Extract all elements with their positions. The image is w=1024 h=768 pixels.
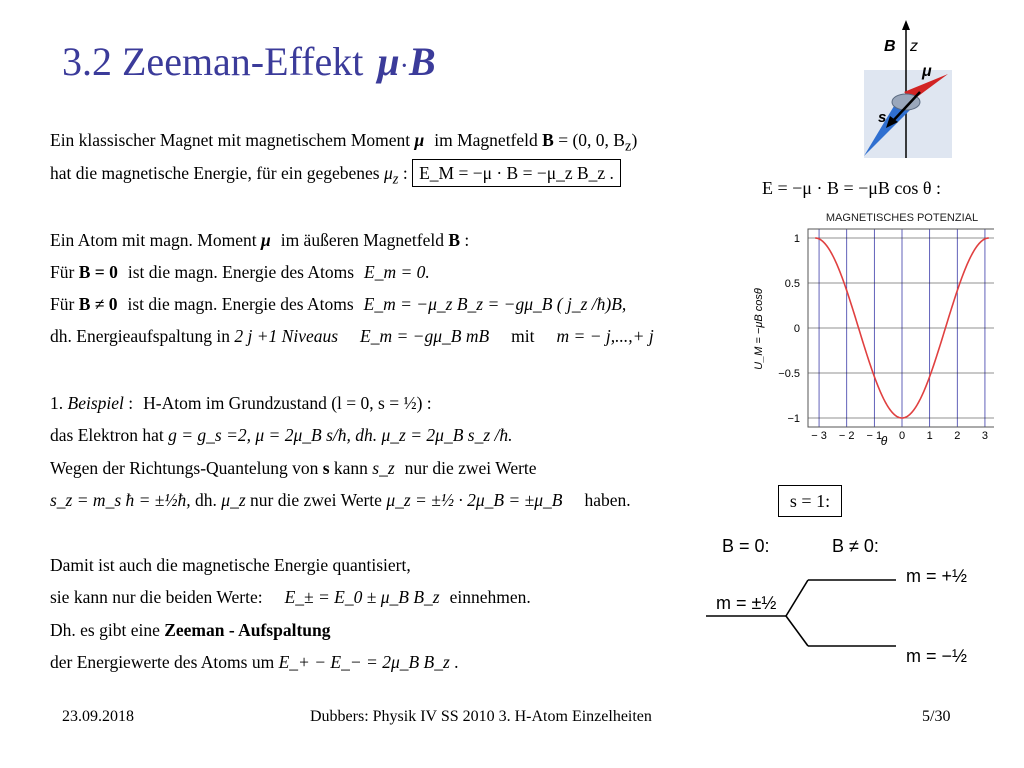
y-tick-label: −1 (787, 413, 800, 425)
p2-line1: Ein Atom mit magn. Moment μ im äußeren Magnetfeld B : (50, 230, 470, 250)
x-tick-label: 3 (981, 430, 989, 442)
level-diagram-lines (700, 570, 900, 650)
title-text: 3.2 Zeeman-Effekt (62, 39, 364, 84)
z-label: z (910, 38, 918, 55)
x-axis-label: θ (880, 434, 888, 448)
p2-line2: Für B = 0 ist die magn. Energie des Atoms E_m = 0. (50, 262, 430, 282)
m-pm-label: m = ±½ (716, 593, 777, 613)
b-label: B (884, 38, 896, 55)
p2-line3: Für B ≠ 0 ist die magn. Energie des Atoms E_m = −μ_z B_z = −gμ_B ( j_z /ħ)B, (50, 294, 627, 314)
chart-title: MAGNETISCHES POTENZIAL (825, 212, 979, 224)
level-branch-down (786, 616, 808, 646)
p3-line4: s_z = m_s ħ = ±½ħ, dh. μ_z nur die zwei Werte μ_z = ±½ · 2μ_B = ±μ_B haben. (50, 490, 631, 510)
x-tick-label: 1 (926, 430, 933, 442)
p4-line2: sie kann nur die beiden Werte: E_± = E_0 ± μ_B B_z einnehmen. (50, 587, 531, 607)
title-mu: μ (377, 39, 400, 84)
p2-line4: dh. Energieaufspaltung in 2 j +1 Niveaus E_m = −gμ_B mB mit m = − j,...,+ j (50, 326, 654, 346)
p1-line2: hat die magnetische Energie, für ein gegebenes $\mu_z$ : E_M = −μ · B = −μ_z B_z . (50, 163, 621, 189)
x-tick-label: − 2 (838, 430, 855, 442)
s-label: s (878, 109, 887, 126)
potential-chart (748, 205, 994, 455)
p1-line1: Ein klassischer Magnet mit magnetischem Moment μ im Magnetfeld B = (0, 0, $B_z$) (50, 130, 638, 155)
y-tick-label: −0.5 (778, 368, 800, 380)
spin-box: s = 1: (778, 485, 842, 517)
y-tick-label: 0 (793, 323, 800, 335)
title-b: B (408, 39, 436, 84)
b-zero-label: B = 0: (722, 536, 770, 556)
y-tick-label: 1 (793, 233, 800, 245)
footer-center: Dubbers: Physik IV SS 2010 3. H-Atom Einzelheiten (310, 708, 652, 725)
potential-formula: E = −μ · B = −μB cos θ : (762, 178, 942, 198)
x-tick-label: − 1 (866, 430, 883, 442)
vector-figure (858, 18, 958, 160)
x-tick-label: − 3 (811, 430, 827, 442)
mu-label: μ (922, 63, 932, 80)
p4-line1: Damit ist auch die magnetische Energie quantisiert, (50, 555, 411, 575)
m-plus-label: m = +½ (906, 566, 968, 586)
z-axis-arrowhead (902, 20, 910, 30)
p4-line3: Dh. es gibt eine Zeeman - Aufspaltung (50, 620, 331, 640)
x-tick-label: 2 (954, 430, 961, 442)
b-nonzero-label: B ≠ 0: (832, 536, 879, 556)
p4-line4: der Energiewerte des Atoms um E_+ − E_− = 2μ_B B_z . (50, 652, 459, 672)
y-tick-label: 0.5 (784, 278, 800, 290)
footer-date: 23.09.2018 (62, 708, 134, 725)
energy-formula-box: E_M = −μ · B = −μ_z B_z . (412, 159, 621, 187)
x-tick-label: 0 (898, 430, 906, 442)
p3-line2: das Elektron hat g = g_s =2, μ = 2μ_B s/ħ, dh. μ_z = 2μ_B s_z /ħ. (50, 425, 513, 445)
page-title (62, 38, 436, 85)
title-dot: · (399, 51, 409, 82)
m-minus-label: m = −½ (906, 646, 968, 666)
footer-page: 5/30 (922, 708, 951, 725)
p3-line1: 1. Beispiel : H-Atom im Grundzustand (l = 0, s = ½) : (50, 393, 432, 413)
level-branch-up (786, 580, 808, 616)
y-axis-label: U_M = −μB cosθ (753, 288, 765, 370)
p3-line3: Wegen der Richtungs-Quantelung von s kann s_z nur die zwei Werte (50, 458, 537, 478)
